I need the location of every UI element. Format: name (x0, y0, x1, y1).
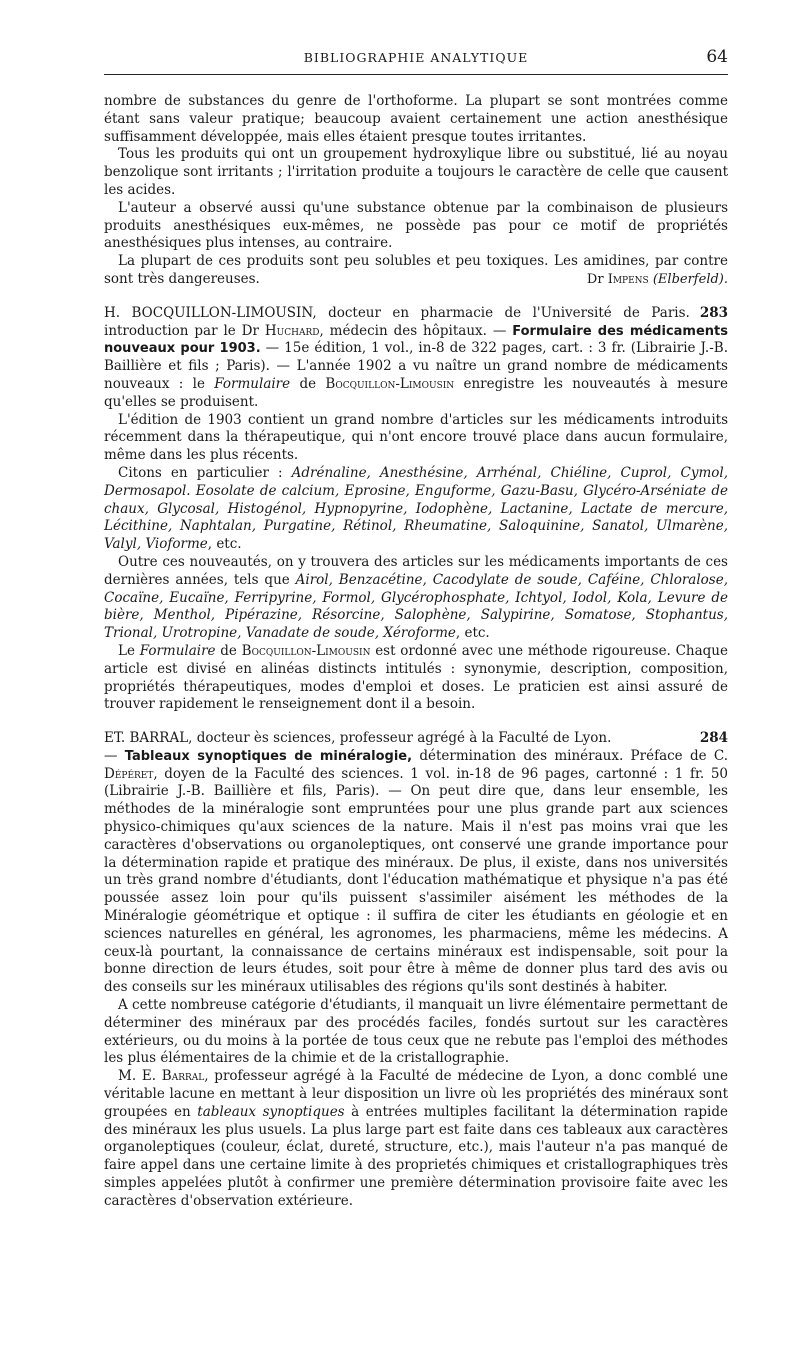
entry-title-rest: détermination des minéraux. Préface de C. (412, 747, 728, 764)
entry-details: , doyen de la Faculté des sciences. 1 vol. in-18 de 96 pages, cartonné : 1 fr. 50 (Librairie J.-B. Baillière et fils, Paris). — On peut dire que, dans leur ensemble, les méthodes de la minéralogie sont empruntées pour une plus grande part aux sciences physico-chimiques qu'aux sciences de la nature. Mais il n'est pas moins vrai que les caractères d'observations ou organoleptiques, ont conservé une grande importance pour la détermination rapide et pratique des minéraux. De plus, il existe, dans nos universités un très grand nombre d'étudiants, dont l'éducation mathématique et physique n'a pas été poussée assez loin pour qu'ils puissent s'assimiler aisément les méthodes de la Minéralogie géométrique et optique : il suffira de citer les étudiants en géologie et en sciences naturelles en général, les agronomes, les pharmaciens, même les médecins. A ceux-là pourtant, la connaissance de certains minéraux est indispensable, soit pour la bonne direction de leurs études, soit pour être à même de donner plus tard des avis ou des conseils sur les minéraux utilisables des régions qu'ils sont destinés à habiter. (104, 765, 728, 996)
entry-284 (104, 730, 728, 1211)
entry-author: H. BOCQUILLON-LIMOUSIN, docteur en pharmacie de l'Université de Paris. (104, 304, 690, 321)
drug-list-important: Airol, Benzacétine, Cacodylate de soude, Caféine, Chloralose, Cocaïne, Eucaïne, Ferripyrine, Formol, Glycérophosphate, Ichtyol, Iodol, Kola, Levure de bière, Menthol, Pipérazine, Résorcine, Salophène, Salypirine, Somatose, Stophantus, Trional, Urotropine, Vanadate de soude, Xéroforme (104, 571, 728, 642)
paragraph-lead: Outre ces nouveautés, on y trouvera des articles sur les médicaments importants de ces dernières années, tels que (104, 553, 728, 588)
signature-prefix: Dr (586, 271, 604, 287)
entry-283-paragraph-3 (104, 465, 728, 554)
entry-title: Tableaux synoptiques de minéralogie, (124, 748, 413, 764)
continuation-paragraph-1: nombre de substances du genre de l'orthoforme. La plupart se sont montrées comme étant sans valeur pratique; beaucoup avaient certainement une action anesthésique suffisamment développée, mais elles étaient presque toutes irritantes. (104, 93, 728, 145)
entry-edition: — 15e édition, 1 vol., in-8 de 322 pages, cart. : 3 fr. (Librairie J.-B. Baillière et fils ; Paris). — L'année 1902 a vu naître un grand nombre de médicaments nouveaux : le (104, 340, 728, 392)
header-rule (104, 74, 728, 75)
running-title: BIBLIOGRAPHIE ANALYTIQUE (303, 50, 529, 65)
entry-dash: — (104, 747, 125, 764)
paragraph-lead: M. E. (118, 1068, 162, 1085)
paragraph-of: de (215, 642, 242, 659)
paragraph-lead: Le (118, 642, 140, 659)
entry-edition-of: de (290, 375, 326, 392)
signature-name: Impens (607, 271, 649, 287)
author-name: Barral (161, 1068, 205, 1085)
work-title: Formulaire (139, 642, 216, 659)
paragraph-mid: , professeur agrégé à la Faculté de médecine de Lyon, a donc comblé une véritable lacune en mettant à leur disposition un livre où les propriétés des minéraux sont groupées en (104, 1068, 728, 1120)
signature-place: (Elberfeld). (652, 271, 728, 287)
entry-283-heading (104, 305, 728, 412)
continuation-paragraph-2: Tous les produits qui ont un groupement hydroxylique libre ou substitué, lié au noyau benzolique sont irritants ; l'irritation produite a toujours le caractère de celle que causent les acides. (104, 146, 728, 198)
entry-intro-prefix: introduction par le Dr (104, 322, 259, 339)
entry-number: 283 (699, 304, 728, 321)
page-header (104, 46, 728, 72)
entry-284-heading (104, 730, 728, 997)
entry-edition-end: enregistre les nouveautés à mesure qu'elles se produisent. (104, 375, 728, 410)
work-author: Bocquillon-Limousin (241, 642, 371, 659)
entry-284-paragraph-2: A cette nombreuse catégorie d'étudiants, il manquait un livre élémentaire permettant de déterminer des minéraux par des procédés faciles, fondés surtout sur les caractères extérieurs, ou du moins à la portée de tous ceux que ne rebute pas l'emploi des méthodes les plus élémentaires de la chimie et de la cristallographie. (104, 997, 728, 1067)
entry-edition-author: Bocquillon-Limousin (325, 375, 455, 392)
drug-list-new: Adrénaline, Anesthésine, Arrhénal, Chiéline, Cuprol, Cymol, Dermosapol. Eosolate de calcium, Eprosine, Enguforme, Gazu-Basu, Glycéro-Arséniate de chaux, Glycosal, Histogénol, Hypnopyrine, Iodophène, Lactanine, Lactate de mercure, Lécithine, Naphtalan, Purgatine, Rétinol, Rheumatine, Saloquinine, Sanatol, Ulmarène, Valyl, Vioforme (104, 464, 728, 553)
page-number: 64 (706, 47, 728, 67)
journal-page (104, 46, 728, 1211)
paragraph-lead: Citons en particulier : (118, 464, 292, 481)
entry-intro-suffix: , médecin des hôpitaux. — (319, 322, 513, 339)
entry-283-paragraph-2: L'édition de 1903 contient un grand nombre d'articles sur les médicaments introduits récemment dans la thérapeutique, qui n'ont encore trouvé place dans aucun formulaire, même dans les plus récents. (104, 411, 728, 464)
entry-number: 284 (699, 730, 728, 747)
entry-author: ET. BARRAL, docteur ès sciences, professeur agrégé à la Faculté de Lyon. (104, 730, 612, 747)
paragraph-end: , etc. (455, 625, 490, 642)
entry-edition-work: Formulaire (214, 375, 291, 392)
entry-284-paragraph-3 (104, 1068, 728, 1210)
preface-name: Dépéret (104, 765, 154, 782)
review-signature (573, 271, 728, 289)
continuation-p4-text: La plupart de ces produits sont peu solubles et peu toxiques. Les amidines, par contre sont très dangereuses. (104, 253, 728, 287)
work-title: tableaux synoptiques (197, 1103, 345, 1120)
entry-283-paragraph-5 (104, 643, 728, 714)
entry-intro-name: Huchard (264, 322, 320, 339)
paragraph-end: est ordonné avec une méthode rigoureuse. Chaque article est divisé en alinéas distincts intitulés : synonymie, description, composition, propriétés thérapeutiques, modes d'emploi et doses. Le praticien est ainsi assuré de trouver rapidement le renseignement dont il a besoin. (104, 642, 728, 713)
page-body (104, 93, 728, 1211)
entry-283 (104, 305, 728, 714)
entry-283-paragraph-4 (104, 554, 728, 643)
paragraph-end: à entrées multiples facilitant la détermination rapide des minéraux les plus usuels. La plus large part est faite dans ces tableaux aux caractères organoleptiques (couleur, éclat, dureté, structure, etc.), mais l'auteur n'a pas manqué de faire appel dans une certaine limite à des proprietés chimiques et cristallographiques très simples appelées plutôt à confirmer une première détermination provisoire faite avec les caractères d'observation extérieure. (104, 1103, 728, 1209)
entry-title: Formulaire des médicaments nouveaux pour 1903. (104, 323, 728, 357)
continuation-paragraph-3: L'auteur a observé aussi qu'une substance obtenue par la combinaison de plusieurs produits anesthésiques eux-mêmes, ne possède pas pour ce motif de propriétés anesthésiques plus intenses, au contraire. (104, 199, 728, 252)
continuation-paragraph-4 (104, 253, 728, 289)
paragraph-end: , etc. (207, 536, 242, 553)
